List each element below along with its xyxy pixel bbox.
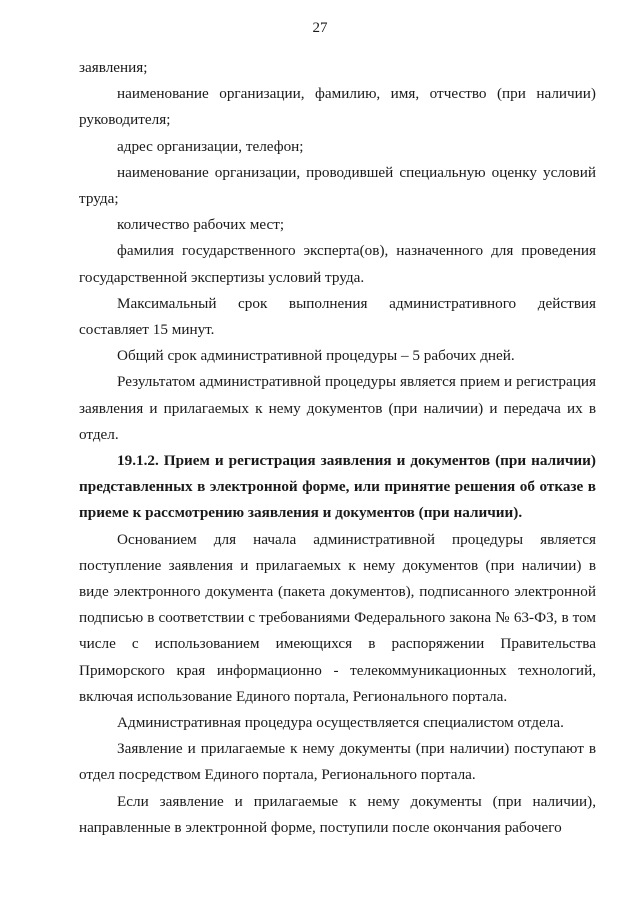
paragraph: Результатом административной процедуры является прием и регистрация заявления и прилагаемых к нему документов (при наличии) и передача их в отдел. <box>79 373 596 443</box>
paragraph: Если заявление и прилагаемые к нему документы (при наличии), направленные в электронной форме, поступили после окончания рабочего <box>79 792 596 836</box>
paragraph: Основанием для начала административной процедуры является поступление заявления и прилагаемых к нему документов (при наличии) в виде электронного документа (пакета документов), подписанного электронной подписью в соответствии с требованиями Федерального закона № 63-ФЗ, в том числе с использованием имеющихся в распоряжении Правительства Приморского края информационно - телекоммуникационных технологий, включая использование Единого портала, Регионального портала. <box>79 530 596 705</box>
document-body <box>79 55 596 841</box>
paragraph: наименование организации, проводившей специальную оценку условий труда; <box>79 163 596 208</box>
paragraph: наименование организации, фамилию, имя, отчество (при наличии) руководителя; <box>79 85 596 129</box>
paragraph: Административная процедура осуществляется специалистом отдела. <box>117 714 564 732</box>
paragraph: фамилия государственного эксперта(ов), назначенного для проведения государственной экспертизы условий труда. <box>79 242 596 286</box>
paragraph: Общий срок административной процедуры – 5 рабочих дней. <box>117 347 515 365</box>
section-heading: 19.1.2. Прием и регистрация заявления и документов (при наличии) представленных в электронной форме, или принятие решения об отказе в приеме к рассмотрению заявления и документов (при наличии). <box>79 452 596 522</box>
paragraph: Заявление и прилагаемые к нему документы (при наличии) поступают в отдел посредством Единого портала, Регионального портала. <box>79 740 596 784</box>
paragraph: адрес организации, телефон; <box>117 137 304 155</box>
paragraph: количество рабочих мест; <box>117 216 285 234</box>
page-number: 27 <box>312 20 328 36</box>
paragraph: заявления; <box>79 59 148 76</box>
paragraph: Максимальный срок выполнения административного действия составляет 15 минут. <box>79 294 596 339</box>
